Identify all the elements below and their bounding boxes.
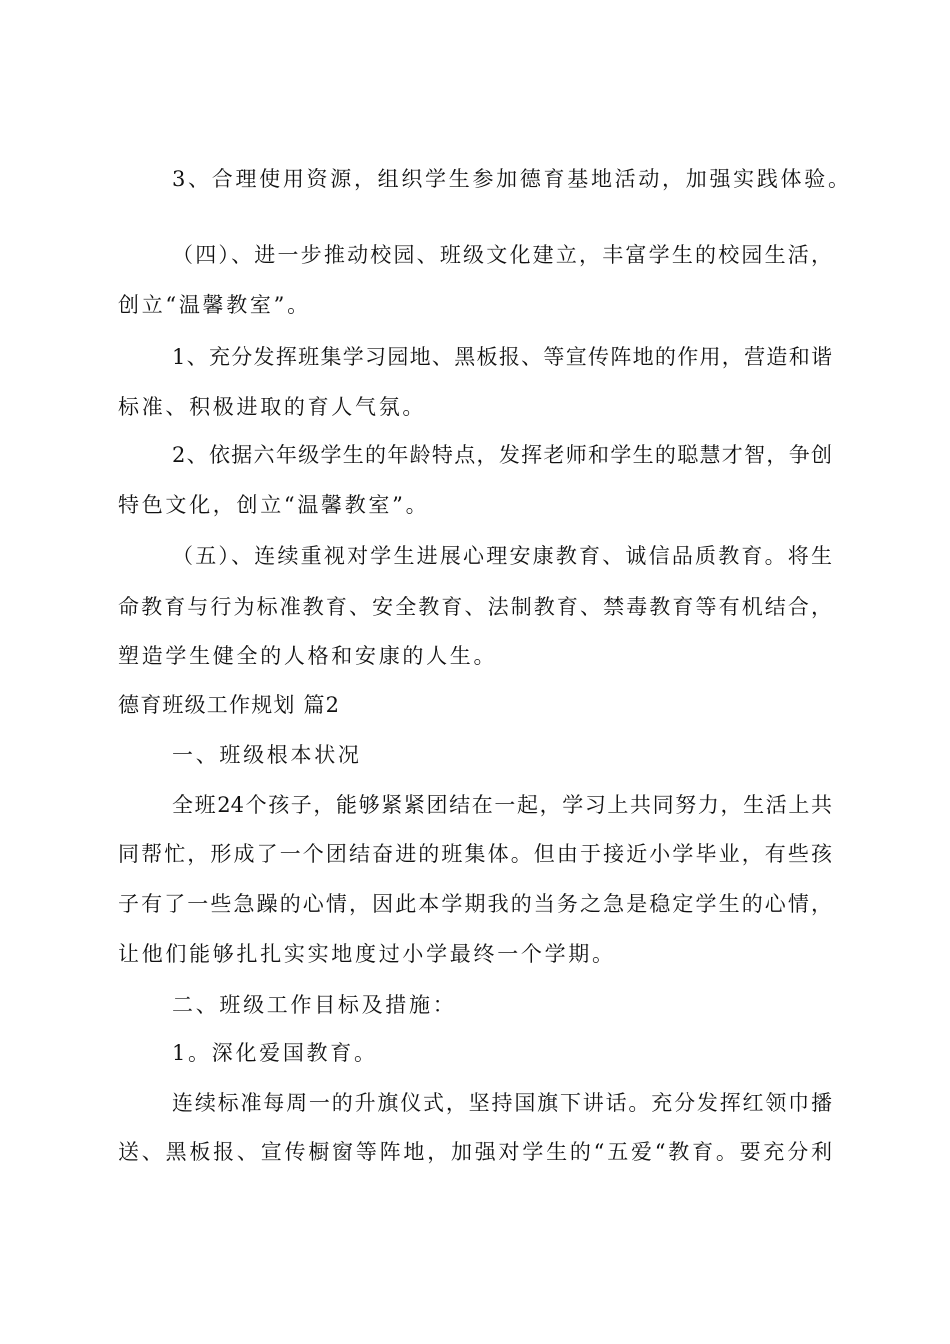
subheading: 一、班级根本状况 (172, 743, 362, 767)
section-heading: 德育班级工作规划 篇2 (118, 693, 341, 717)
paragraph-line: 3、合理使用资源，组织学生参加德育基地活动，加强实践体验。 (172, 167, 852, 191)
paragraph-line: 塑造学生健全的人格和安康的人生。 (118, 644, 498, 668)
paragraph-line: 全班24个孩子，能够紧紧团结在一起，学习上共同努力，生活上共 (172, 793, 832, 817)
paragraph-line: 1、充分发挥班集学习园地、黑板报、等宣传阵地的作用，营造和谐 (172, 345, 832, 369)
paragraph-line: 命教育与行为标准教育、安全教育、法制教育、禁毒教育等有机结合， (118, 595, 832, 619)
paragraph-line: 标准、积极进取的育人气氛。 (118, 395, 427, 419)
paragraph-line: （五）、连续重视对学生进展心理安康教育、诚信品质教育。将生 (172, 544, 832, 568)
subheading: 1。深化爱国教育。 (172, 1041, 378, 1065)
paragraph-line: 特色文化，创立“温馨教室”。 (118, 493, 430, 517)
paragraph-line: 2、依据六年级学生的年龄特点，发挥老师和学生的聪慧才智，争创 (172, 443, 832, 467)
paragraph-line: 连续标准每周一的升旗仪式，坚持国旗下讲话。充分发挥红领巾播 (172, 1091, 832, 1115)
paragraph-line: 送、黑板报、宣传橱窗等阵地，加强对学生的“五爱“教育。要充分利 (118, 1140, 832, 1164)
paragraph-line: 同帮忙，形成了一个团结奋进的班集体。但由于接近小学毕业，有些孩 (118, 842, 832, 866)
subheading: 二、班级工作目标及措施： (172, 993, 457, 1017)
paragraph-line: 让他们能够扎扎实实地度过小学最终一个学期。 (118, 942, 616, 966)
paragraph-line: 创立“温馨教室”。 (118, 293, 311, 317)
paragraph-line: （四）、进一步推动校园、班级文化建立，丰富学生的校园生活， (172, 243, 832, 267)
paragraph-line: 子有了一些急躁的心情，因此本学期我的当务之急是稳定学生的心情， (118, 892, 832, 916)
